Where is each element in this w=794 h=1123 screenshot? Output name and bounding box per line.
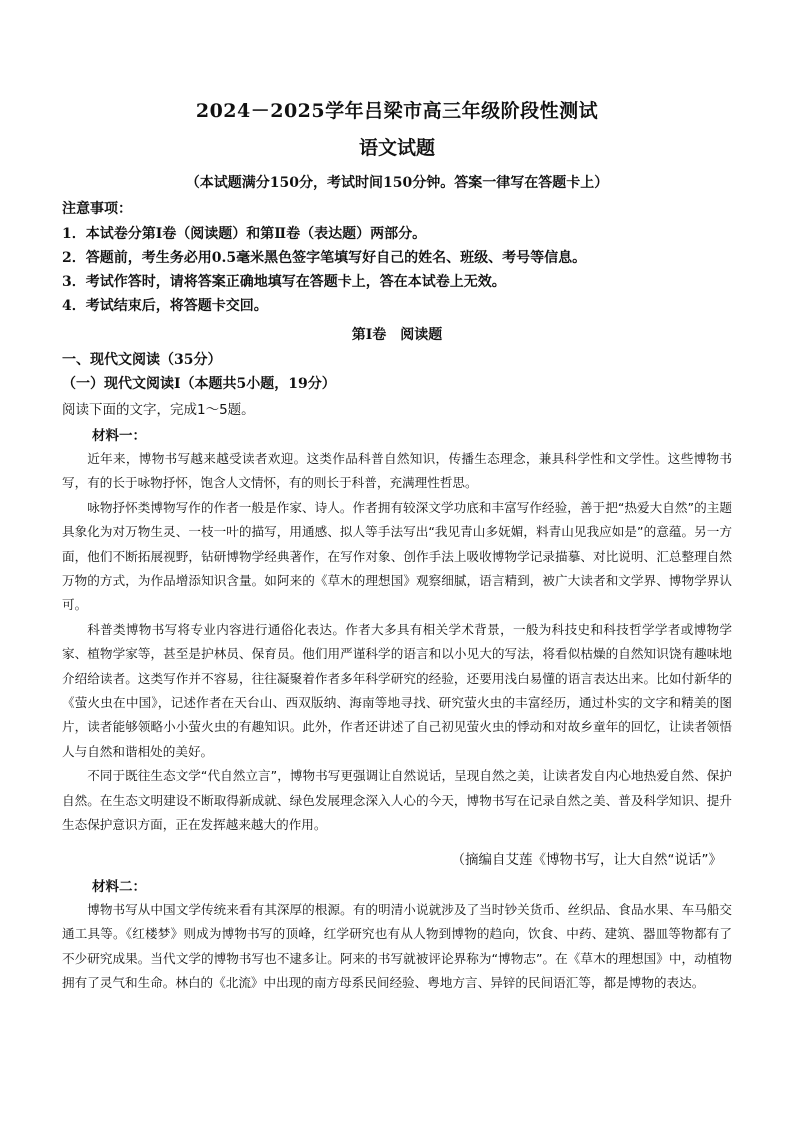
- paragraph: 博物书写从中国文学传统来看有其深厚的根源。有的明清小说就涉及了当时钞关货币、丝织品、食品水果、车马船交通工具等。《红楼梦》则成为博物书写的顶峰，红学研究也有从人物到博物的趋向，饮食、中药、建筑、器皿等物都有了不少研究成果。当代文学的博物书写也不逮多让。阿来的书写就被评论界称为“博物志”。在《草木的理想国》中，动植物拥有了灵气和生命。林白的《北流》中出现的南方母系民间经验、粤地方言、异锌的民间语汇等，都是博物的表达。: [62, 902, 732, 991]
- reading-instruction: 阅读下面的文字，完成1～5题。: [62, 402, 255, 418]
- section-title: 第Ⅰ卷 阅读题: [351, 327, 443, 343]
- paragraph: 科普类博物书写将专业内容进行通俗化表达。作者大多具有相关学术背景，一般为科技史和科技哲学学者或博物学家、植物学家等，甚至是护林员、保育员。他们用严谨科学的语言和以小见大的写法，将看似枯燥的自然知识饶有趣味地介绍给读者。这类写作并不容易，往往凝聚着作者多年科学研究的经验，还要用浅白易懂的语言表达出来。比如付新华的《萤火虫在中国》，记述作者在天台山、西双版纳、海南等地寻找、研究萤火虫的丰富经历，通过朴实的文字和精美的图片，读者能够领略小小萤火虫的有趣知识。此外，作者还讲述了自己初见萤火虫的悸动和对故乡童年的回忆，让读者领悟人与自然和谐相处的美好。: [62, 621, 732, 759]
- material-one-source: （摘编自艾莲《博物书写，让大自然“说话”》: [451, 852, 722, 868]
- sub-part-title: （一）现代文阅读Ⅰ（本题共5小题，19分）: [62, 376, 336, 392]
- notice-item: 3．考试作答时，请将答案正确地填写在答题卡上，答在本试卷上无效。: [62, 274, 506, 290]
- exam-title: 2024－2025学年吕梁市高三年级阶段性测试: [195, 100, 599, 122]
- material-one-body: [62, 447, 732, 838]
- notice-list: [62, 222, 742, 318]
- material-two-label: 材料二：: [92, 879, 146, 895]
- paragraph: 咏物抒怀类博物写作的作者一般是作家、诗人。作者拥有较深文学功底和丰富写作经验，善于把“热爱大自然”的主题具象化为对万物生灵、一枝一叶的描写，用通感、拟人等手法写出“我见青山多妩媚，料青山见我应如是”的意蕴。另一方面，他们不断拓展视野，钻研博物学经典著作，在写作对象、创作手法上吸收博物学记录描摹、对比说明、汇总整理自然万物的方式，为作品增添知识含量。如阿来的《草木的理想国》观察细腻，语言精到，被广大读者和文学界、博物学界认可。: [62, 499, 732, 613]
- paragraph: 不同于既往生态文学“代自然立言”，博物书写更强调让自然说话，呈现自然之美，让读者发自内心地热爱自然、保护自然。在生态文明建设不断取得新成就、绿色发展理念深入人心的今天，博物书写在记录自然之美、普及科学知识、提升生态保护意识方面，正在发挥越来越大的作用。: [62, 768, 732, 833]
- paragraph: 近年来，博物书写越来越受读者欢迎。这类作品科普自然知识，传播生态理念，兼具科学性和文学性。这些博物书写，有的长于咏物抒怀，饱含人文情怀，有的则长于科普，充满理性哲思。: [62, 451, 732, 491]
- notice-item: 2．答题前，考生务必用0.5毫米黑色签字笔填写好自己的姓名、班级、考号等信息。: [62, 250, 587, 266]
- notice-item: 1．本试卷分第Ⅰ卷（阅读题）和第Ⅱ卷（表达题）两部分。: [62, 226, 427, 242]
- part-title: 一、现代文阅读（35分）: [62, 352, 222, 368]
- notice-item: 4．考试结束后，将答题卡交回。: [62, 298, 268, 314]
- material-one-label: 材料一：: [92, 428, 146, 444]
- subject-title: 语文试题: [358, 137, 435, 159]
- notice-heading: 注意事项：: [62, 201, 132, 217]
- material-two-body: [62, 898, 732, 996]
- exam-note: （本试题满分150分，考试时间150分钟。答案一律写在答题卡上）: [185, 175, 609, 191]
